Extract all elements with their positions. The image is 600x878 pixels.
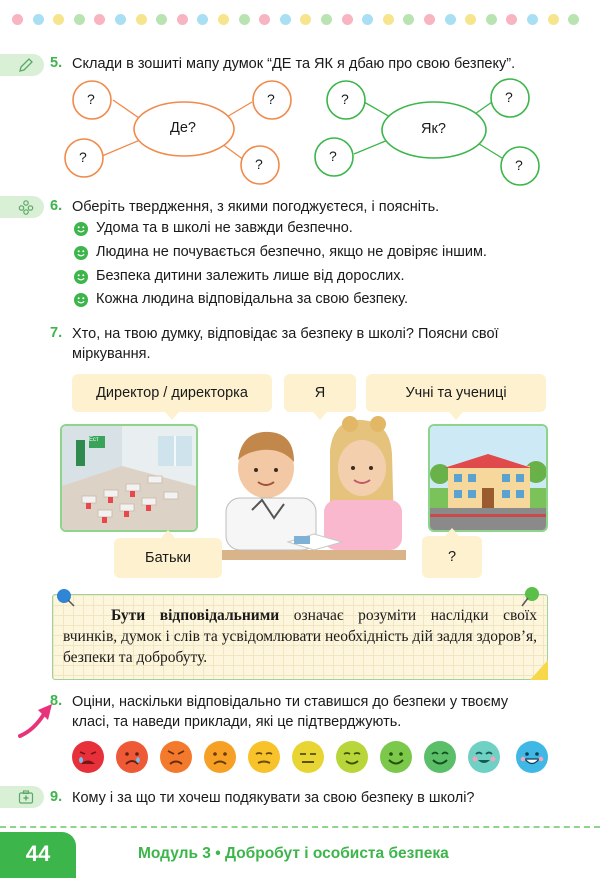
- map-how-node: ?: [505, 89, 513, 105]
- emoji-happy-icon: [424, 741, 456, 773]
- task-tab-group: [0, 196, 44, 218]
- page-number: 44: [0, 832, 76, 878]
- map-where-node: ?: [79, 149, 87, 165]
- bubble-parents: Батьки: [114, 538, 222, 578]
- emoji-blushing-icon: [468, 741, 500, 773]
- task-5-text: Склади в зошиті мапу думок “ДЕ та ЯК я дбаю про свою безпеку”.: [72, 56, 516, 72]
- emoji-worried-icon: [248, 741, 280, 773]
- bubble-director: Директор / директорка: [72, 374, 272, 412]
- task-6-number: 6.: [50, 198, 63, 214]
- corner-fold-icon: [530, 660, 548, 680]
- pin-blue-icon: [54, 586, 76, 608]
- task-tab-first-aid: [0, 786, 44, 808]
- top-dot: [568, 14, 579, 25]
- classroom-image: [60, 424, 198, 532]
- top-dot: [239, 14, 250, 25]
- bubble-unknown: ?: [422, 536, 482, 578]
- school-image: [428, 424, 548, 532]
- statement-text: Кожна людина відповідальна за свою безпеку.: [96, 291, 408, 307]
- top-dot: [177, 14, 188, 25]
- task-8-number: 8.: [50, 693, 63, 709]
- map-where-node: ?: [87, 91, 95, 107]
- top-dot: [280, 14, 291, 25]
- top-dot: [321, 14, 332, 25]
- task-9-number: 9.: [50, 789, 63, 805]
- definition-box: [52, 594, 548, 680]
- top-dot: [362, 14, 373, 25]
- top-dot: [300, 14, 311, 25]
- emoji-sad-icon: [204, 741, 236, 773]
- task-7-number: 7.: [50, 325, 63, 341]
- bubble-students: Учні та учениці: [366, 374, 546, 412]
- statement-text: Людина не почувається безпечно, якщо не довіряє іншим.: [96, 244, 487, 260]
- emoji-content-icon: [336, 741, 368, 773]
- definition-term: Бути відповідальними: [111, 607, 280, 624]
- map-where-node: ?: [267, 91, 275, 107]
- top-dot: [197, 14, 208, 25]
- top-dot: [548, 14, 559, 25]
- top-dot: [115, 14, 126, 25]
- pin-green-icon: [520, 586, 542, 608]
- definition-text: [63, 605, 537, 668]
- smile-bullet-icon: [74, 270, 88, 284]
- emoji-smile-icon: [380, 741, 412, 773]
- task-tab-pencil: [0, 54, 44, 76]
- map-how-node: ?: [515, 157, 523, 173]
- top-dot: [156, 14, 167, 25]
- map-how-node: ?: [341, 91, 349, 107]
- emoji-very-upset-icon: [72, 741, 104, 773]
- top-dot: [259, 14, 270, 25]
- top-dot: [53, 14, 64, 25]
- task-8-text-line2: класі, та наведи приклади, які це підтверджують.: [72, 714, 402, 730]
- classroom-board-text: Ест: [89, 437, 99, 443]
- emoji-neutral-icon: [292, 741, 324, 773]
- top-dot: [424, 14, 435, 25]
- statement-text: Удома та в школі не завжди безпечно.: [96, 220, 353, 236]
- smile-bullet-icon: [74, 293, 88, 307]
- pencil-icon: [18, 57, 34, 73]
- top-dot: [74, 14, 85, 25]
- map-how-center: Як?: [421, 121, 446, 137]
- group-icon: [18, 199, 34, 215]
- task-5-number: 5.: [50, 55, 63, 71]
- statement-text: Безпека дитини залежить лише від дорослих.: [96, 268, 405, 284]
- map-where-node: ?: [255, 156, 263, 172]
- top-dot: [33, 14, 44, 25]
- top-dot: [383, 14, 394, 25]
- task-9-text: Кому і за що ти хочеш подякувати за свою безпеку в школі?: [72, 790, 475, 806]
- map-where-center: Де?: [170, 120, 196, 136]
- first-aid-kit-icon: [18, 789, 34, 805]
- top-dot: [506, 14, 517, 25]
- top-dot: [445, 14, 456, 25]
- top-dot: [94, 14, 105, 25]
- emoji-angry-icon: [160, 741, 192, 773]
- task-7-text-line1: Хто, на твою думку, відповідає за безпеку в школі? Поясни свої: [72, 326, 499, 342]
- top-dot: [342, 14, 353, 25]
- footer-module-title: Модуль 3 • Добробут і особиста безпека: [138, 845, 449, 862]
- top-dot: [465, 14, 476, 25]
- emoji-crying-icon: [116, 741, 148, 773]
- top-dot: [218, 14, 229, 25]
- bubble-me: Я: [284, 374, 356, 412]
- map-how-node: ?: [329, 148, 337, 164]
- footer-divider: [0, 826, 600, 828]
- top-dot: [12, 14, 23, 25]
- top-dot: [403, 14, 414, 25]
- emoji-joyful-icon: [516, 741, 548, 773]
- definition-body: означає розуміти наслідки своїх вчинків, думок і слів та усвідомлювати необхідність дій задля здоров’я, безпеки та добробуту.: [63, 607, 537, 666]
- task-6-text: Оберіть твердження, з якими погоджуєтеся, і поясніть.: [72, 199, 440, 215]
- task-7-text-line2: міркування.: [72, 346, 151, 362]
- children-photo: [222, 410, 406, 560]
- smile-bullet-icon: [74, 222, 88, 236]
- top-dot-border: [12, 14, 592, 28]
- top-dot: [527, 14, 538, 25]
- top-dot: [486, 14, 497, 25]
- smile-bullet-icon: [74, 246, 88, 260]
- top-dot: [136, 14, 147, 25]
- task-8-text-line1: Оціни, наскільки відповідально ти ставишся до безпеки у твоєму: [72, 694, 509, 710]
